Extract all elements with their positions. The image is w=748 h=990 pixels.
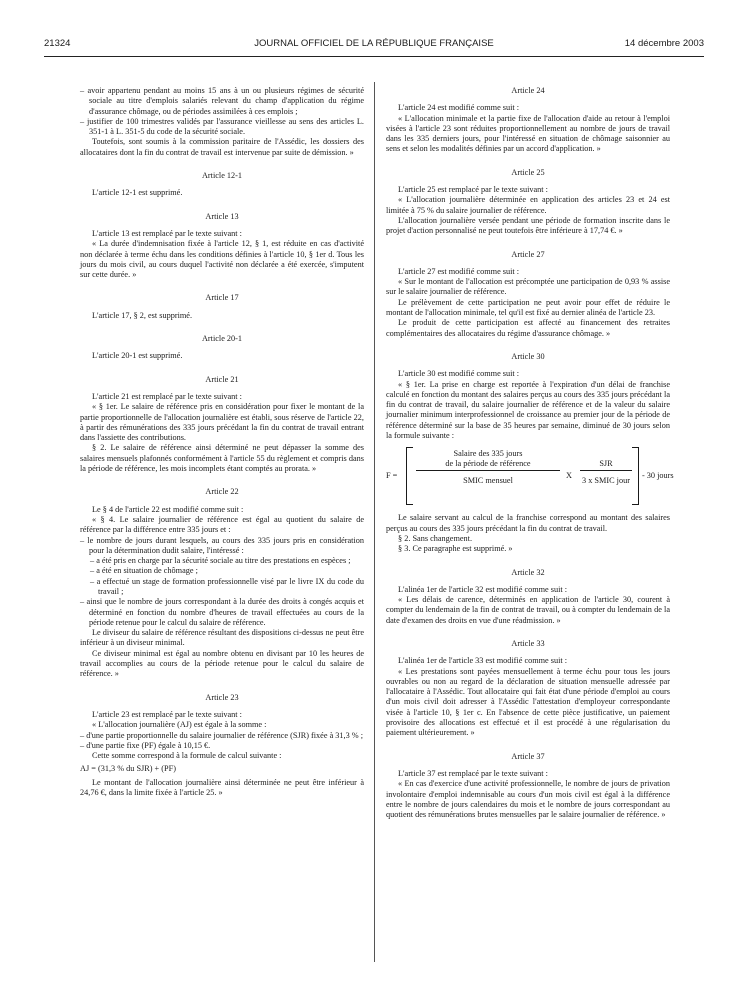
paragraph: « L'allocation journalière déterminée en application des articles 23 et 24 est limitée à 75 % du salaire journalier de référence. bbox=[386, 195, 670, 215]
paragraph: Le prélèvement de cette participation ne peut avoir pour effet de réduire le montant de l'allocation minimale, tel qu'il est fixé au dernier alinéa de l'article 23. bbox=[386, 297, 670, 318]
article-heading: Article 37 bbox=[511, 751, 545, 761]
paragraph: Toutefois, sont soumis à la commission paritaire de l'Assédic, les dossiers des allocataires dont la fin du contrat de travail est intervenue par suite de démission. » bbox=[80, 137, 364, 157]
numerator-2: SJR bbox=[599, 459, 613, 469]
article-heading: Article 22 bbox=[205, 487, 239, 497]
paragraph: « Les délais de carence, déterminés en application de l'article 30, courent à compter du lendemain de la fin de contrat de travail, ou à compter du lendemain de la date d'examen des droits en vue d'une réadmission. » bbox=[386, 595, 670, 625]
journal-title: JOURNAL OFFICIEL DE LA RÉPUBLIQUE FRANÇAISE bbox=[254, 38, 494, 49]
numerator-line-2: de la période de référence bbox=[445, 459, 531, 469]
paragraph: § 2. Sans changement. bbox=[398, 533, 473, 543]
paragraph: « En cas d'exercice d'une activité professionnelle, le nombre de jours de privation involontaire d'emploi indemnisable au cours d'un mois civil est égal à la différence entre le nombre de jours calendaires du mois et le nombre de jours correspondant au quotient des rémunérations brutes mensuelles par le salaire journalier de référence. » bbox=[386, 779, 670, 820]
paragraph: § 2. Le salaire de référence ainsi déterminé ne peut dépasser la somme des salaires mensuels plafonnés conformément à l'article 55 du règlement et compris dans la période de référence, les mois incomplets étant comptés au prorata. » bbox=[80, 443, 364, 474]
page-header bbox=[44, 36, 704, 57]
paragraph: L'article 27 est modifié comme suit : bbox=[398, 266, 520, 276]
paragraph: « Sur le montant de l'allocation est précomptée une participation de 0,93 % assise sur le salaire journalier de référence. bbox=[386, 277, 670, 297]
dash-item: – ainsi que le nombre de jours correspondant à la durée des droits à congés acquis et déterminé en fonction du nombre d'heures de travail effectuées au cours de la période retenue pour le calcul du salaire de référence. bbox=[80, 597, 364, 627]
paragraph: Le salaire servant au calcul de la franchise correspond au montant des salaires perçus au cours des 335 jours précédant la fin du contrat de travail. bbox=[386, 513, 670, 533]
paragraph: « L'allocation journalière (AJ) est égale à la somme : bbox=[92, 720, 267, 730]
left-bracket bbox=[406, 447, 413, 505]
paragraph: Le produit de cette participation est affecté au financement des retraites complémentaires des allocataires du régime d'assurance chômage. » bbox=[386, 318, 670, 338]
paragraph: L'article 37 est remplacé par le texte suivant : bbox=[398, 768, 548, 778]
sub-dash-item: – a effectué un stage de formation professionnelle visé par le livre IX du code du travail ; bbox=[90, 576, 364, 596]
paragraph: L'alinéa 1er de l'article 33 est modifié comme suit : bbox=[398, 656, 568, 666]
paragraph: L'alinéa 1er de l'article 32 est modifié comme suit : bbox=[398, 584, 568, 594]
formula-line: AJ = (31,3 % du SJR) + (PF) bbox=[80, 764, 176, 774]
paragraph: Le § 4 de l'article 22 est modifié comme suit : bbox=[92, 504, 244, 514]
paragraph: « § 1er. Le salaire de référence pris en considération pour fixer le montant de la partie proportionnelle de l'allocation journalière est établi, sous réserve de l'article 22, à partir des rémunérations des 335 jours précédant la fin du contrat de travail entrant dans l'assiette des contributions. bbox=[80, 402, 364, 443]
article-heading: Article 24 bbox=[511, 86, 545, 95]
paragraph: Le diviseur du salaire de référence résultant des dispositions ci-dessus ne peut être inférieur à un diviseur minimal. bbox=[80, 628, 364, 648]
numerator-line-1: Salaire des 335 jours bbox=[453, 449, 523, 459]
article-heading: Article 21 bbox=[205, 374, 239, 384]
article-heading: Article 17 bbox=[205, 293, 239, 303]
fraction-bar bbox=[416, 470, 560, 471]
right-bracket bbox=[632, 447, 639, 505]
paragraph: Cette somme correspond à la formule de calcul suivante : bbox=[92, 751, 282, 761]
paragraph: L'article 23 est remplacé par le texte suivant : bbox=[92, 709, 242, 719]
article-heading: Article 23 bbox=[205, 692, 239, 702]
paragraph: L'allocation journalière versée pendant une période de formation inscrite dans le projet d'action personnalisé ne peut toutefois être inférieure à 17,74 €. » bbox=[386, 215, 670, 236]
issue-date: 14 décembre 2003 bbox=[624, 38, 704, 49]
paragraph: « Les prestations sont payées mensuellement à terme échu pour tous les jours ouvrables ou non au regard de la déclaration de situation mensuelle adressée par l'allocataire à l'Assédic. Tout allocataire qui fait état d'une période d'emploi au cours d'un mois civil doit adresser à l'Assédic l'attestation d'employeur correspondante visée à l'article 10, § 1er c. En l'absence de cette pièce justificative, un paiement provisoire des allocations est effectué et il est procédé à une régularisation du paiement ultérieurement. » bbox=[386, 666, 670, 738]
sub-dash-item: – a été en situation de chômage ; bbox=[90, 566, 198, 576]
paragraph: L'article 30 est modifié comme suit : bbox=[398, 369, 520, 379]
intro-dash-item: – avoir appartenu pendant au moins 15 ans à un ou plusieurs régimes de sécurité sociale au titre d'emplois salariés relevant du champ d'application du régime d'assurance chômage, ou de périodes assimilées à ces emplois ; bbox=[80, 86, 364, 116]
paragraph: L'article 17, § 2, est supprimé. bbox=[92, 310, 193, 320]
denominator-2: 3 x SMIC jour bbox=[582, 476, 630, 486]
paragraph: L'article 20-1 est supprimé. bbox=[92, 351, 183, 361]
article-heading: Article 32 bbox=[511, 567, 545, 577]
paragraph: L'article 12-1 est supprimé. bbox=[92, 188, 183, 198]
dash-item: – d'une partie fixe (PF) égale à 10,15 €. bbox=[80, 740, 211, 750]
fraction-bar bbox=[580, 470, 632, 471]
dash-item: – d'une partie proportionnelle du salaire journalier de référence (SJR) fixée à 31,3 % ; bbox=[80, 730, 364, 740]
right-column bbox=[386, 86, 674, 820]
article-heading: Article 30 bbox=[511, 351, 545, 361]
paragraph: « L'allocation minimale et la partie fixe de l'allocation d'aide au retour à l'emploi visées à l'article 23 sont réduites proportionnellement au nombre de jours de travail dans les 335 derniers jours, pour l'intéressé en situation de chômage saisonnier au sens et selon les modalités définies par un accord d'application. » bbox=[386, 113, 670, 154]
article-heading: Article 13 bbox=[205, 211, 239, 221]
formula-lhs: F = bbox=[386, 471, 398, 481]
times-sign: X bbox=[566, 471, 572, 481]
paragraph: « § 4. Le salaire journalier de référence est égal au quotient du salaire de référence par la différence entre 335 jours et : bbox=[80, 514, 364, 535]
paragraph: L'article 24 est modifié comme suit : bbox=[398, 103, 520, 113]
article-heading: Article 12-1 bbox=[201, 171, 243, 181]
dash-item: – le nombre de jours durant lesquels, au cours des 335 jours pris en considération pour la détermination dudit salaire, l'intéressé : bbox=[80, 535, 364, 555]
article-heading: Article 20-1 bbox=[201, 334, 243, 344]
page-number: 21324 bbox=[44, 38, 71, 49]
paragraph: « § 1er. La prise en charge est reportée à l'expiration d'un délai de franchise calculé en fonction du montant des salaires perçus au cours des 335 jours précédant la fin du contrat de travail, du salaire journalier de référence et de la valeur du salaire journalier minimum interprofessionnel de croissance au premier jour de la période de référence déterminé sur la base de 35 heures par semaine, diminué de 30 jours selon la formule suivante : bbox=[386, 379, 670, 441]
paragraph: L'article 25 est remplacé par le texte suivant : bbox=[398, 185, 548, 195]
left-column bbox=[80, 86, 364, 798]
column-divider bbox=[374, 82, 375, 962]
paragraph: Ce diviseur minimal est égal au nombre obtenu en divisant par 10 les heures de travail accomplies au cours de la période retenue pour le calcul du salaire de référence. » bbox=[80, 648, 364, 679]
article-heading: Article 25 bbox=[511, 167, 545, 177]
formula-tail: - 30 jours bbox=[642, 471, 674, 481]
sub-dash-item: – a été pris en charge par la sécurité sociale au titre des prestations en espèces ; bbox=[90, 556, 351, 566]
paragraph: Le montant de l'allocation journalière ainsi déterminée ne peut être inférieur à 24,76 €, dans la limite fixée à l'article 25. » bbox=[80, 777, 364, 798]
paragraph: L'article 13 est remplacé par le texte suivant : bbox=[92, 228, 242, 238]
franchise-formula bbox=[386, 445, 674, 507]
paragraph: « La durée d'indemnisation fixée à l'article 12, § 1, est réduite en cas d'activité non déclarée à terme échu dans les conditions définies à l'article 10, § 1er d. Tous les jours du mois civil, au cours duquel l'activité non déclarée a été exercée, s'imputent sur cette durée. » bbox=[80, 239, 364, 280]
paragraph: L'article 21 est remplacé par le texte suivant : bbox=[92, 391, 242, 401]
intro-dash-item: – justifier de 100 trimestres validés par l'assurance vieillesse au sens des articles L. 351-1 à L. 351-5 du code de la sécurité sociale. bbox=[80, 116, 364, 137]
article-heading: Article 33 bbox=[511, 638, 545, 648]
paragraph: § 3. Ce paragraphe est supprimé. » bbox=[398, 544, 513, 554]
article-heading: Article 27 bbox=[511, 249, 545, 259]
denominator-1: SMIC mensuel bbox=[463, 476, 513, 486]
